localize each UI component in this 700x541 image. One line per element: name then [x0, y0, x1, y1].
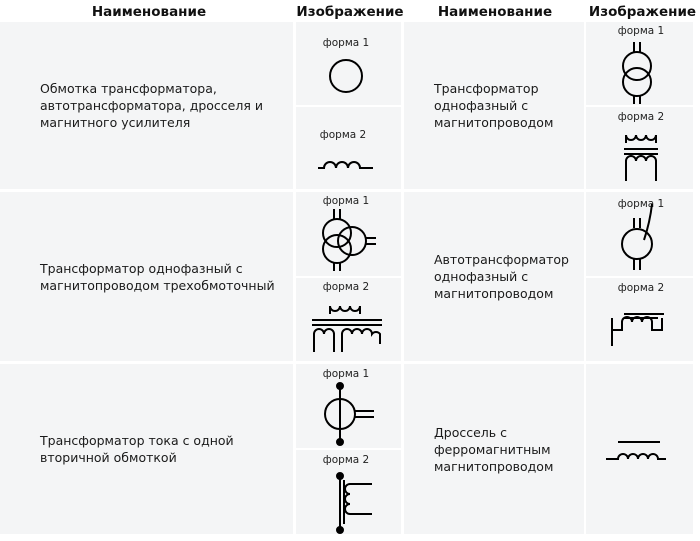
- form-label: форма 2: [322, 281, 370, 293]
- form-label: форма 2: [322, 454, 370, 466]
- row2-left-name: Трансформатор однофазный с магнитопроводом трехобмоточный: [40, 260, 275, 293]
- row3-right-name: Дроссель с ферромагнитным магнитопроводом: [434, 424, 554, 474]
- row2-right-form2-cell: [586, 278, 693, 361]
- form-label: форма 2: [617, 282, 665, 294]
- form-label: форма 2: [319, 129, 367, 141]
- row2-left-form1-cell: [296, 192, 401, 276]
- row1-left-form1-cell: [296, 22, 401, 105]
- row2-left-name-cell: [0, 192, 293, 361]
- row3-left-form2-cell: [296, 450, 401, 534]
- row3-left-name-cell: [0, 364, 293, 534]
- header-name-left: Наименование: [91, 4, 207, 20]
- header-name-right: Наименование: [437, 4, 553, 20]
- row3-right-name-cell: [404, 364, 584, 534]
- current-transformer-circle-icon: [322, 382, 378, 446]
- autotransformer-coil-icon: [608, 308, 672, 348]
- autotransformer-circle-icon: [622, 202, 662, 274]
- row2-right-name: Автотрансформатор однофазный с магнитопроводом: [434, 252, 569, 301]
- form-label: форма 1: [322, 195, 370, 207]
- row1-right-form2-cell: [586, 107, 693, 189]
- row1-left-name-cell: [0, 22, 293, 189]
- winding-circle-icon: [326, 56, 370, 100]
- current-transformer-coil-icon: [324, 472, 376, 534]
- two-winding-core-transformer-icon: [624, 131, 660, 187]
- row2-right-name-cell: [404, 192, 584, 361]
- form-label: форма 1: [617, 25, 665, 37]
- winding-coil-icon: [318, 152, 378, 172]
- row1-left-name: Обмотка трансформатора, автотрансформатора, дросселя и магнитного усилителя: [40, 81, 263, 130]
- row1-left-form2-cell: [296, 107, 401, 189]
- row3-right-cell: [586, 364, 693, 534]
- row1-right-form1-cell: [586, 22, 693, 105]
- row1-right-name: Трансформатор однофазный с магнитопроводом: [434, 81, 554, 130]
- row2-left-form2-cell: [296, 278, 401, 361]
- form-label: форма 1: [322, 368, 370, 380]
- row3-left-form1-cell: [296, 364, 401, 448]
- three-circle-transformer-icon: [318, 207, 380, 273]
- header-image-right: Изображение: [588, 4, 697, 20]
- row3-left-name: Трансформатор тока с одной вторичной обмоткой: [40, 433, 234, 465]
- choke-core-icon: [604, 439, 668, 463]
- row1-right-name-cell: [404, 22, 584, 189]
- two-circle-transformer-icon: [622, 40, 658, 106]
- form-label: форма 1: [617, 198, 665, 210]
- header-image-left: Изображение: [296, 4, 404, 20]
- three-winding-core-transformer-icon: [312, 302, 384, 358]
- form-label: форма 1: [322, 37, 370, 49]
- form-label: форма 2: [617, 111, 665, 123]
- row2-right-form1-cell: [586, 192, 693, 276]
